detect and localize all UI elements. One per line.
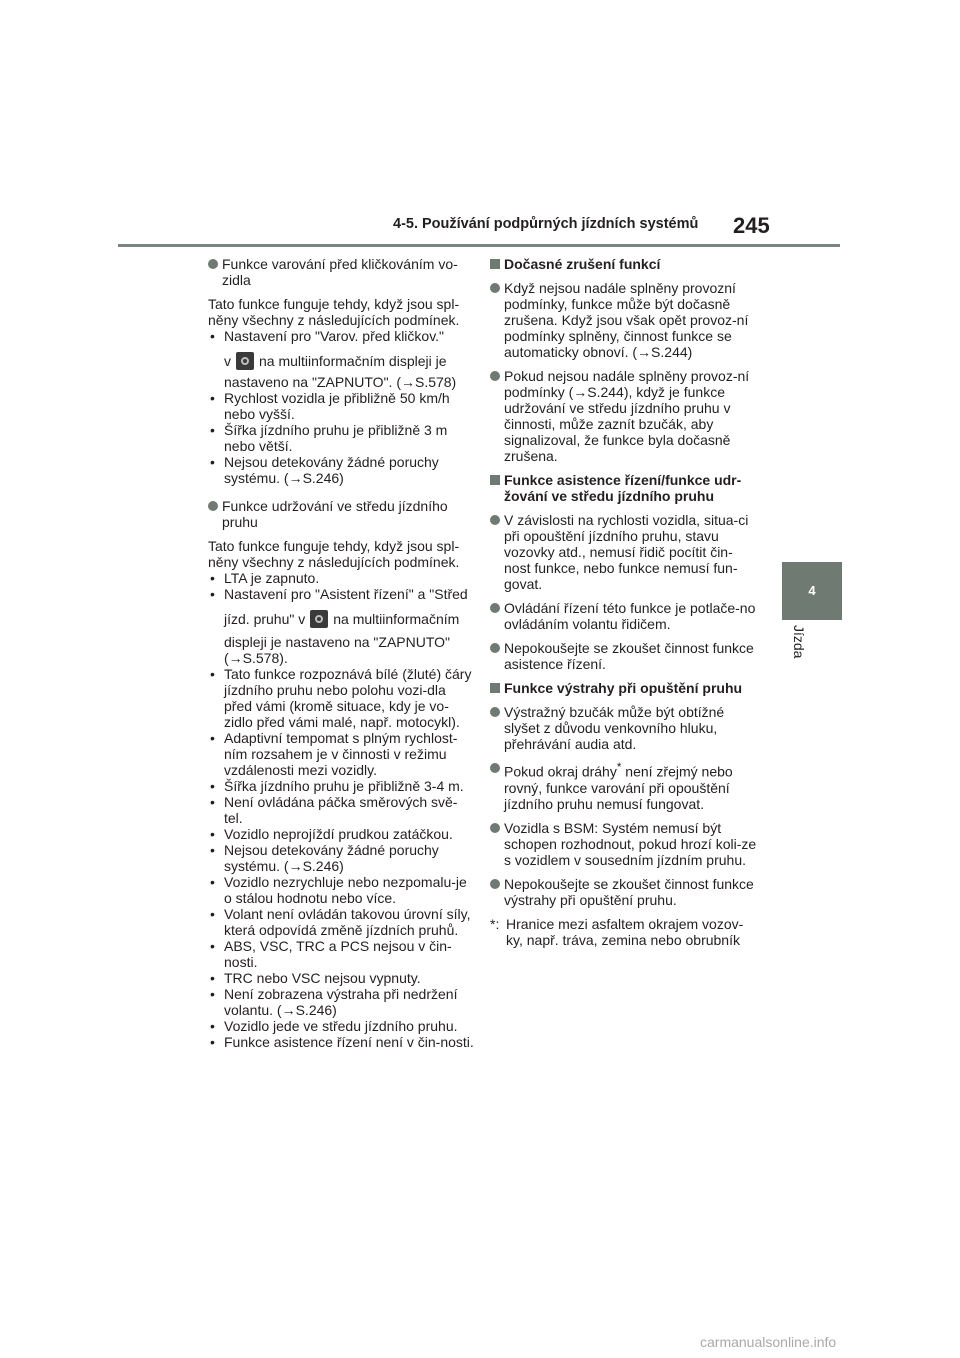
footnote [490, 916, 758, 948]
list-item-continuation [208, 610, 476, 628]
list-item: • Není zobrazena výstraha při nedržení volantu. (→S.246) [208, 986, 476, 1018]
list-item: • Adaptivní tempomat s plným rychlost-ním rozsahem je v činnosti v režimu vzdálenosti mezi vozidly. [208, 730, 476, 778]
bullet-paragraph: Nepokoušejte se zkoušet činnost funkce výstrahy při opuštění pruhu. [490, 876, 758, 908]
list-item: • Funkce asistence řízení není v čin-nosti. [208, 1034, 476, 1050]
list-item: • ABS, VSC, TRC a PCS nejsou v čin-nosti. [208, 938, 476, 970]
section-heading-lane-departure-alert: Funkce výstrahy při opuštění pruhu [490, 680, 758, 696]
list-item: • Vozidlo neprojíždí prudkou zatáčkou. [208, 826, 476, 842]
list-item-text: v [224, 353, 231, 369]
list-item: • Nejsou detekovány žádné poruchy systému. (→S.246) [208, 842, 476, 874]
footnote-mark: *: [490, 915, 500, 932]
watermark: carmanualsonline.info [700, 1334, 837, 1350]
list-item: • Vozidlo jede ve středu jízdního pruhu. [208, 1018, 476, 1034]
bullet-paragraph: V závislosti na rychlosti vozidla, situa-ci při opouštění jízdního pruhu, stavu vozovky atd., nemusí řidič pocítit čin-nost funkce, nebo funkce nemusí fun-govat. [490, 512, 758, 592]
bullet-paragraph: Když nejsou nadále splněny provozní podmínky, funkce může být dočasně zrušena. Když jsou však opět provoz-ní podmínky splněny, činnost funkce se automaticky obnoví. (→S.244) [490, 280, 758, 360]
left-column [208, 256, 476, 1050]
header-rule [118, 244, 840, 247]
bullet-paragraph: Pokud nejsou nadále splněny provoz-ní podmínky (→S.244), když je funkce udržování ve středu jízdního pruhu v činnosti, může zaznít bzučák, aby signalizoval, že funkce byla dočasně zrušena. [490, 368, 758, 464]
section-heading-temporary-cancel: Dočasné zrušení funkcí [490, 256, 758, 272]
list-item: • Volant není ovládán takovou úrovní síly, která odpovídá změně jízdních pruhů. [208, 906, 476, 938]
bullet-paragraph: Výstražný bzučák může být obtížné slyšet z důvodu venkovního hluku, přehrávání audia atd. [490, 704, 758, 752]
paragraph: Tato funkce funguje tehdy, když jsou spl-něny všechny z následujících podmínek. [208, 538, 460, 570]
section-heading-lane-centering: Funkce udržování ve středu jízdního pruhu [208, 498, 476, 530]
list-item: • Vozidlo nezrychluje nebo nezpomalu-je o stálou hodnotu nebo více. [208, 874, 476, 906]
list-item-text: jízd. pruhu" v [224, 611, 306, 627]
list-item: • LTA je zapnuto. [208, 570, 476, 586]
list-item-continuation [208, 352, 476, 370]
bullet-paragraph: Ovládání řízení této funkce je potlače-no ovládáním volantu řidičem. [490, 600, 758, 632]
paragraph-text: Pokud okraj dráhy [504, 763, 617, 780]
list-item-text: na multiinformačním [333, 611, 460, 627]
list-item: • Tato funkce rozpoznává bílé (žluté) čáry jízdního pruhu nebo polohu vozi-dla před vámi (kromě situace, kdy je vo-zidlo před vámi malé, např. motocykl). [208, 666, 476, 730]
settings-gear-icon [236, 352, 254, 370]
bullet-paragraph: Vozidla s BSM: Systém nemusí být schopen rozhodnout, pokud hrozí koli-ze s vozidlem v sousedním jízdním pruhu. [490, 820, 758, 868]
chapter-label: Jízda [791, 625, 807, 659]
list-item: • TRC nebo VSC nejsou vypnuty. [208, 970, 476, 986]
paragraph: Tato funkce funguje tehdy, když jsou spl-něny všechny z následujících podmínek. [208, 296, 460, 328]
page-number: 245 [733, 213, 770, 238]
chapter-tab: 4 [782, 562, 842, 620]
paragraph-text: není zřejmý nebo rovný, funkce varování při opouštění jízdního pruhu nemusí fungovat. [504, 763, 733, 812]
list-item-text: na multiinformačním displeji je [259, 353, 447, 369]
list-item: • Není ovládána páčka směrových svě-tel. [208, 794, 476, 826]
bullet-paragraph: Nepokoušejte se zkoušet činnost funkce asistence řízení. [490, 640, 758, 672]
page-header-title: 4-5. Používání podpůrných jízdních systémů [393, 216, 699, 232]
list-item-continuation: nastaveno na "ZAPNUTO". (→S.578) [224, 374, 457, 390]
section-heading-steering-assist: Funkce asistence řízení/funkce udr-žování ve středu jízdního pruhu [490, 472, 758, 504]
bullet-paragraph [490, 760, 758, 812]
list-item: • Nastavení pro "Asistent řízení" a "Střed [208, 586, 476, 602]
footnote-marker: * [616, 761, 622, 774]
list-item-continuation: displeji je nastaveno na "ZAPNUTO" (→S.578). [224, 634, 451, 666]
list-item: • Rychlost vozidla je přibližně 50 km/h nebo vyšší. [208, 390, 476, 422]
footnote-text: Hranice mezi asfaltem okrajem vozov-ky, např. tráva, zemina nebo obrubník [506, 915, 744, 948]
list-item [208, 328, 476, 344]
list-item: • Šířka jízdního pruhu je přibližně 3 m nebo větší. [208, 422, 476, 454]
list-item: • Nejsou detekovány žádné poruchy systému. (→S.246) [208, 454, 476, 486]
list-item: • Šířka jízdního pruhu je přibližně 3-4 m. [208, 778, 476, 794]
list-item-text: Nastavení pro "Varov. před kličkov." [224, 328, 445, 344]
section-heading-sway-warning: Funkce varování před kličkováním vo-zidla [208, 256, 476, 288]
right-column [490, 256, 758, 948]
settings-gear-icon [310, 610, 328, 628]
